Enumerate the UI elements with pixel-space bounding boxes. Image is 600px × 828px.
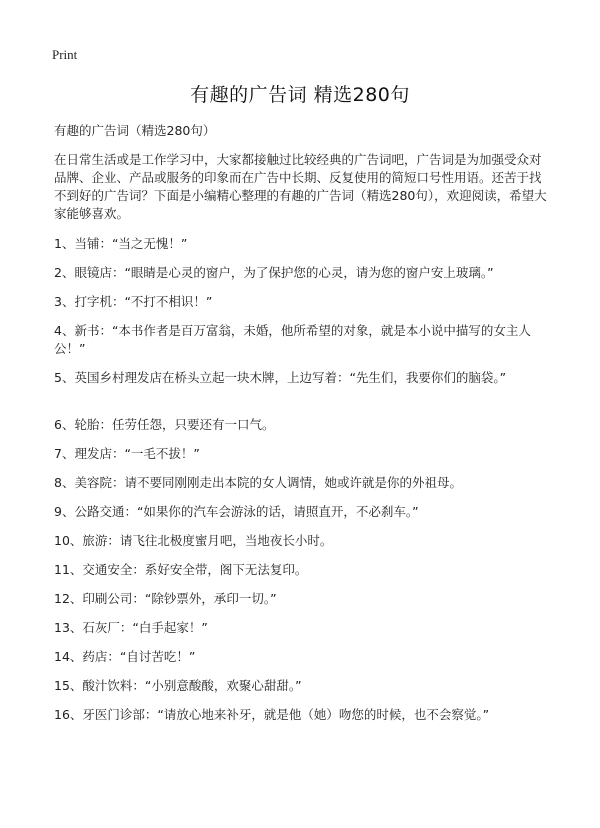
list-item: 1、当铺：“当之无愧！” [54,236,188,251]
list-item: 11、交通安全：系好安全带，阁下无法复印。 [54,562,308,577]
list-item: 15、酸汁饮料：“小别意酸酸，欢聚心甜甜。” [54,678,302,693]
list-item: 12、印刷公司：“除钞票外，承印一切。” [54,591,277,606]
list-item: 7、理发店：“一毛不拔！” [54,446,200,461]
list-item: 3、打字机：“不打不相识！” [54,294,213,309]
list-item: 9、公路交通：“如果你的汽车会游泳的话，请照直开，不必刹车。” [54,504,419,519]
list-item: 2、眼镜店：“眼睛是心灵的窗户，为了保护您的心灵，请为您的窗户安上玻璃。” [54,265,494,280]
list-item: 14、药店：“自讨苦吃！” [54,649,196,664]
list-item: 6、轮胎：任劳任怨，只要还有一口气。 [54,417,275,432]
list-item: 16、牙医门诊部：“请放心地来补牙，就是他（她）吻您的时候，也不会察觉。” [54,707,490,722]
list-item: 13、石灰厂：“白手起家！” [54,620,208,635]
list-item: 8、美容院：请不要同刚刚走出本院的女人调情，她或许就是你的外祖母。 [54,475,462,490]
article-subtitle: 有趣的广告词（精选280句） [54,123,216,138]
print-link[interactable]: Print [52,47,78,62]
list-item: 5、英国乡村理发店在桥头立起一块木牌，上边写着：“先生们，我要你们的脑袋。” [54,370,507,385]
list-item: 10、旅游：请飞往北极度蜜月吧，当地夜长小时。 [54,533,333,548]
page-title: 有趣的广告词 精选280句 [190,84,410,106]
list-item: 4、新书：“本书作者是百万富翁，未婚，他所希望的对象，就是本小说中描写的女主人公！” [54,323,531,356]
intro-paragraph: 在日常生活或是工作学习中，大家都接触过比较经典的广告词吧，广告词是为加强受众对品牌、企业、产品或服务的印象而在广告中长期、反复使用的简短口号性用语。还苦于找不到好的广告词？下面是小编精心整理的有趣的广告词（精选280句），欢迎阅读，希望大家能够喜欢。 [54,152,547,221]
slogan-list [54,235,554,735]
